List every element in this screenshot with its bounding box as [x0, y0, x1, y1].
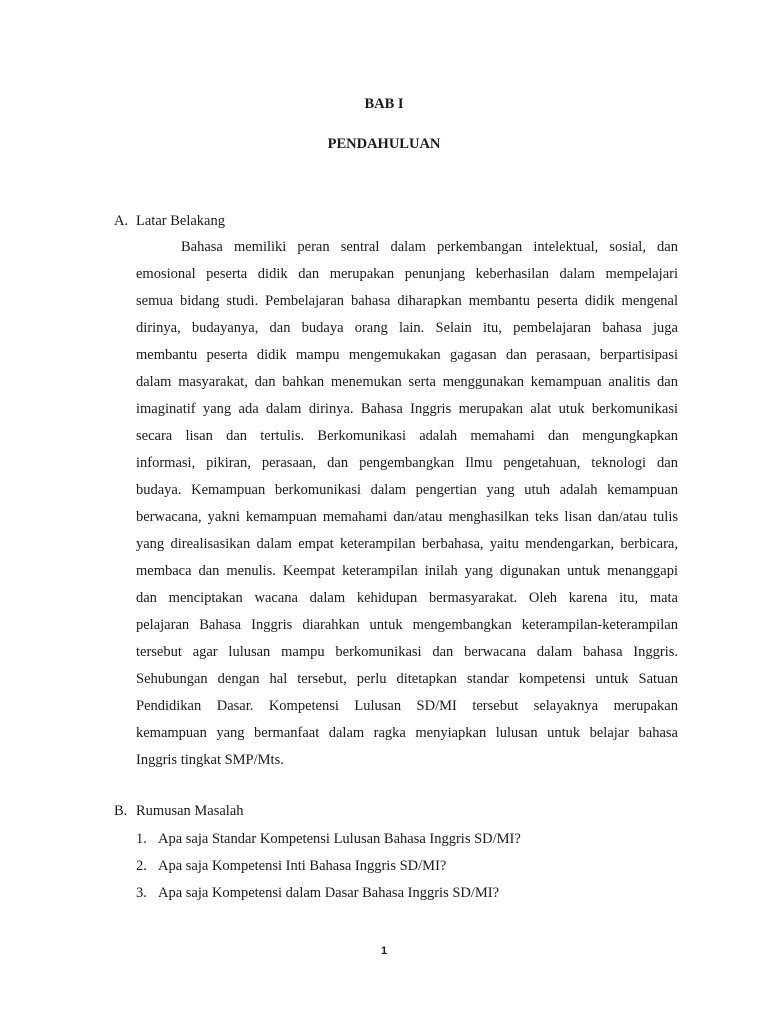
paragraph-line: dalam masyarakat, dan bahkan menemukan serta menggunakan kemampuan analitis dan — [136, 374, 678, 390]
paragraph-line: dirinya, budayanya, dan budaya orang lain. Selain itu, pembelajaran bahasa juga — [136, 320, 678, 336]
section-marker: B. — [114, 803, 128, 819]
list-number: 2. — [136, 858, 147, 874]
paragraph-line: yang direalisasikan dalam empat keterampilan berbahasa, yaitu mendengarkan, berbicara, — [136, 536, 678, 552]
list-item — [136, 829, 521, 849]
chapter-title: PENDAHULUAN — [327, 136, 441, 152]
paragraph-line: tersebut agar lulusan mampu berkomunikasi dan berwacana dalam bahasa Inggris. — [136, 644, 678, 660]
paragraph-line: Bahasa memiliki peran sentral dalam perkembangan intelektual, sosial, dan — [181, 239, 678, 255]
paragraph-line: budaya. Kemampuan berkomunikasi dalam pengertian yang utuh adalah kemampuan — [136, 482, 678, 498]
section-heading-latar-belakang — [114, 211, 225, 231]
list-text: Apa saja Kompetensi dalam Dasar Bahasa Inggris SD/MI? — [158, 885, 500, 901]
paragraph-line: membantu peserta didik mampu mengemukakan gagasan dan perasaan, berpartisipasi — [136, 347, 678, 363]
section-title: Latar Belakang — [136, 213, 225, 229]
section-marker: A. — [114, 213, 129, 229]
paragraph-line: informasi, pikiran, perasaan, dan pengembangkan Ilmu pengetahuan, teknologi dan — [136, 455, 678, 471]
list-text: Apa saja Standar Kompetensi Lulusan Bahasa Inggris SD/MI? — [158, 831, 521, 847]
paragraph-line: Sehubungan dengan hal tersebut, perlu ditetapkan standar kompetensi untuk Satuan — [136, 671, 678, 687]
list-text: Apa saja Kompetensi Inti Bahasa Inggris SD/MI? — [158, 858, 447, 874]
paragraph-line: dan menciptakan wacana dalam kehidupan bermasyarakat. Oleh karena itu, mata — [136, 590, 678, 606]
page-number: 1 — [380, 945, 388, 957]
paragraph-line: berwacana, yakni kemampuan memahami dan/atau menghasilkan teks lisan dan/atau tulis — [136, 509, 678, 525]
paragraph-line: Inggris tingkat SMP/Mts. — [136, 752, 284, 768]
list-number: 3. — [136, 885, 147, 901]
paragraph-line: emosional peserta didik dan merupakan penunjang keberhasilan dalam mempelajari — [136, 266, 678, 282]
paragraph-line: membaca dan menulis. Keempat keterampilan inilah yang digunakan untuk menanggapi — [136, 563, 678, 579]
paragraph-line: secara lisan dan tertulis. Berkomunikasi adalah memahami dan mengungkapkan — [136, 428, 678, 444]
list-item — [136, 856, 446, 876]
section-title: Rumusan Masalah — [136, 803, 244, 819]
chapter-number: BAB I — [364, 96, 404, 112]
list-item — [136, 883, 499, 903]
paragraph-line: semua bidang studi. Pembelajaran bahasa diharapkan membantu peserta didik mengenal — [136, 293, 678, 309]
paragraph-line: pelajaran Bahasa Inggris diarahkan untuk mengembangkan keterampilan-keterampilan — [136, 617, 678, 633]
paragraph-line: imaginatif yang ada dalam dirinya. Bahasa Inggris merupakan alat utuk berkomunikasi — [136, 401, 678, 417]
paragraph-line: kemampuan yang bermanfaat dalam ragka menyiapkan lulusan untuk belajar bahasa — [136, 725, 678, 741]
paragraph-line: Pendidikan Dasar. Kompetensi Lulusan SD/MI tersebut selayaknya merupakan — [136, 698, 678, 714]
list-number: 1. — [136, 831, 147, 847]
section-heading-rumusan-masalah — [114, 801, 244, 821]
